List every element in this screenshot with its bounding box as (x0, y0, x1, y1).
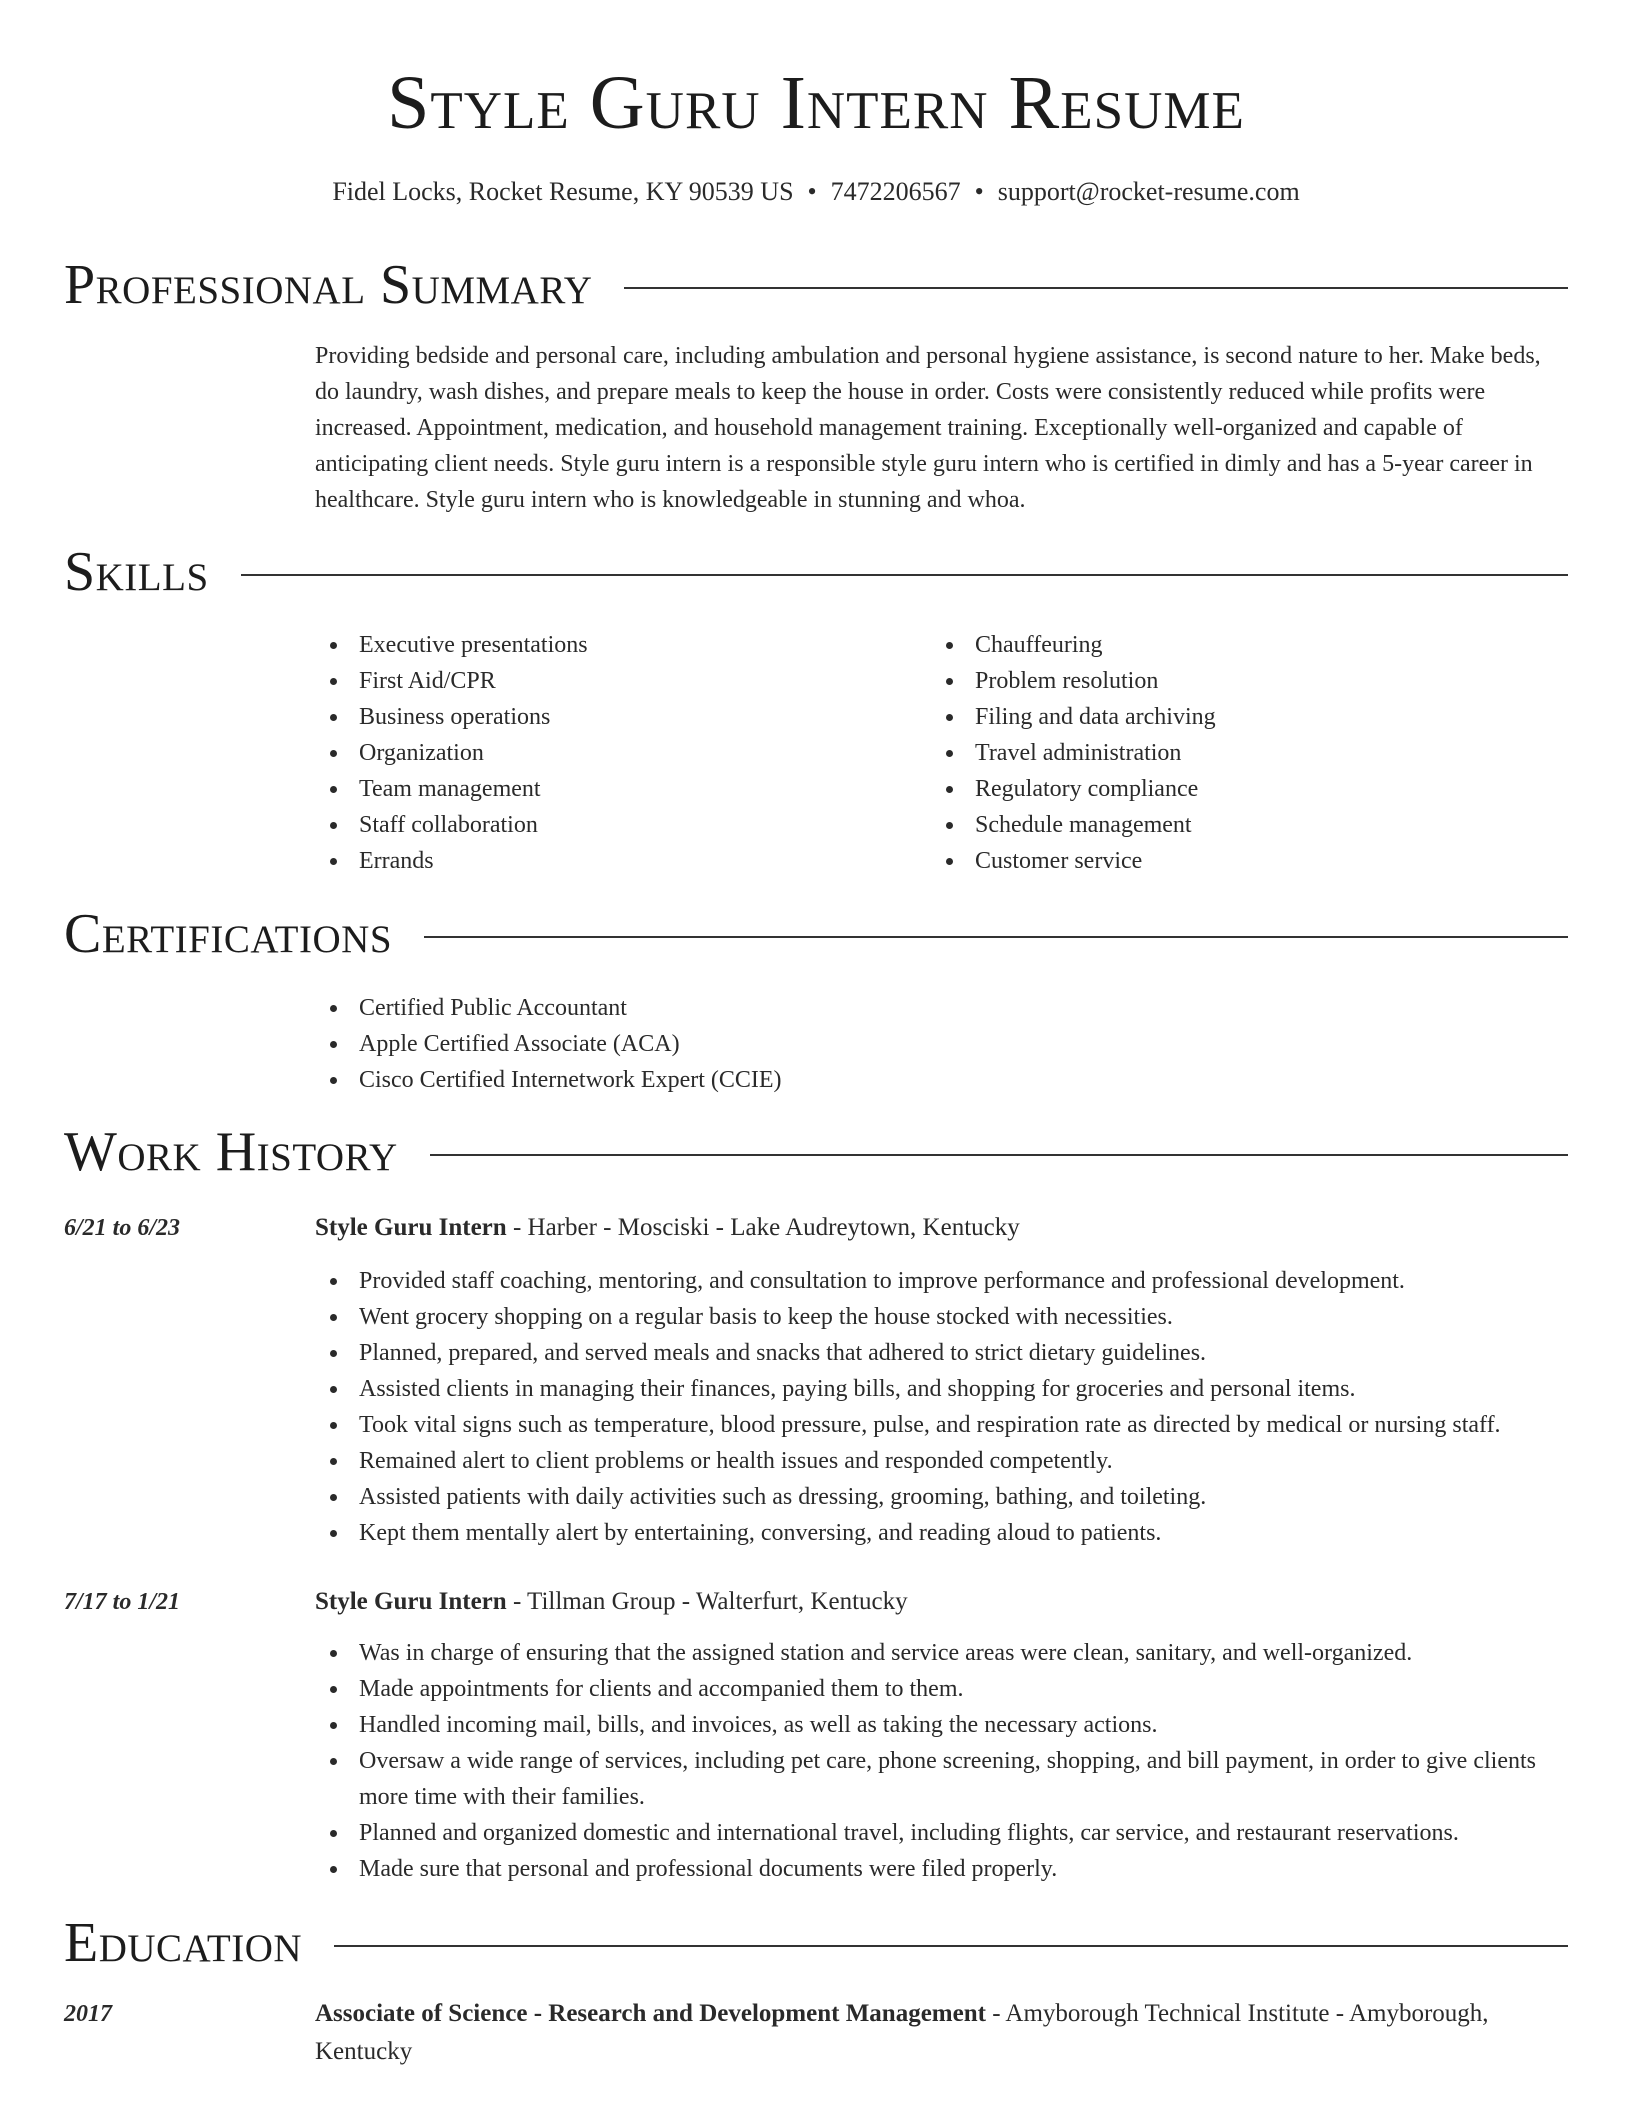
job-duty: Planned and organized domestic and international travel, including flights, car service, and restaurant reservations. (315, 1815, 1565, 1851)
skill-item: Errands (315, 843, 915, 879)
job-duty: Provided staff coaching, mentoring, and consultation to improve performance and professional development. (315, 1263, 1565, 1299)
job-duty: Handled incoming mail, bills, and invoices, as well as taking the necessary actions. (315, 1707, 1565, 1743)
summary-section-header (64, 253, 1568, 317)
job-duty: Oversaw a wide range of services, including pet care, phone screening, shopping, and bill payment, in order to give clients more time with their families. (315, 1743, 1565, 1815)
skills-list-right (931, 627, 1551, 879)
contact-separator: • (974, 177, 984, 206)
section-divider (624, 287, 1568, 289)
section-divider (334, 1945, 1568, 1947)
skill-item: Regulatory compliance (931, 771, 1551, 807)
job-duty: Remained alert to client problems or health issues and responded competently. (315, 1443, 1565, 1479)
job-title: Style Guru Intern (315, 1214, 507, 1241)
job-dates: 7/17 to 1/21 (64, 1589, 181, 1615)
job-employer: - Harber - Mosciski - Lake Audreytown, Kentucky (506, 1214, 1020, 1241)
certification-item: Certified Public Accountant (315, 990, 1555, 1026)
certifications-section-header (64, 902, 1568, 966)
certifications-heading: Certifications (64, 903, 393, 965)
job-dates: 6/21 to 6/23 (64, 1215, 181, 1241)
job-duty: Planned, prepared, and served meals and snacks that adhered to strict dietary guidelines. (315, 1335, 1565, 1371)
certification-item: Apple Certified Associate (ACA) (315, 1026, 1555, 1062)
education-institution: - Amyborough Technical Institute - Amyborough, Kentucky (315, 2000, 1489, 2065)
skill-item: Team management (315, 771, 915, 807)
job-duty: Assisted patients with daily activities such as dressing, grooming, bathing, and toileting. (315, 1479, 1565, 1515)
job-duty: Made sure that personal and professional documents were filed properly. (315, 1851, 1565, 1887)
skill-item: Staff collaboration (315, 807, 915, 843)
contact-phone: 7472206567 (830, 177, 961, 206)
education-section-header (64, 1911, 1568, 1975)
summary-heading: Professional Summary (64, 254, 593, 316)
job-heading (315, 1583, 1570, 1621)
job-duty: Went grocery shopping on a regular basis to keep the house stocked with necessities. (315, 1299, 1565, 1335)
skills-heading: Skills (64, 541, 209, 603)
contact-line (0, 175, 1632, 209)
summary-text: Providing bedside and personal care, including ambulation and personal hygiene assistance, is second nature to her. Make beds, do laundry, wash dishes, and prepare meals to keep the house in order. Costs were consistently reduced while profits were increased. Appointment, medication, and household management training. Exceptionally well-organized and capable of anticipating client needs. Style guru intern is a responsible style guru intern who is certified in dimly and has a 5-year career in healthcare. Style guru intern who is knowledgeable in stunning and whoa. (315, 343, 1541, 513)
education-year: 2017 (64, 2001, 112, 2027)
education-degree: Associate of Science - Research and Development Management (315, 2000, 986, 2027)
section-divider (424, 936, 1568, 938)
contact-email[interactable]: support@rocket-resume.com (997, 177, 1300, 206)
section-divider (241, 574, 1568, 576)
skills-section-header (64, 540, 1568, 604)
skill-item: Organization (315, 735, 915, 771)
job-heading (315, 1209, 1570, 1247)
skill-item: Filing and data archiving (931, 699, 1551, 735)
skill-item: Chauffeuring (931, 627, 1551, 663)
job-duty: Kept them mentally alert by entertaining, conversing, and reading aloud to patients. (315, 1515, 1565, 1551)
job-duty: Was in charge of ensuring that the assigned station and service areas were clean, sanitary, and well-organized. (315, 1635, 1565, 1671)
skills-list-left (315, 627, 915, 879)
skill-item: Business operations (315, 699, 915, 735)
skill-item: Schedule management (931, 807, 1551, 843)
skill-item: Problem resolution (931, 663, 1551, 699)
education-heading-line (315, 1995, 1570, 2071)
certifications-list (315, 990, 1555, 1098)
resume-title: Style Guru Intern Resume (387, 61, 1245, 145)
job-title: Style Guru Intern (315, 1588, 507, 1615)
skill-item: Customer service (931, 843, 1551, 879)
contact-address: Fidel Locks, Rocket Resume, KY 90539 US (332, 177, 794, 206)
skill-item: First Aid/CPR (315, 663, 915, 699)
certification-item: Cisco Certified Internetwork Expert (CCIE) (315, 1062, 1555, 1098)
section-divider (430, 1154, 1568, 1156)
work-history-heading: Work History (64, 1121, 398, 1183)
contact-separator: • (807, 177, 817, 206)
job-duties-list (315, 1263, 1565, 1551)
job-duty: Took vital signs such as temperature, blood pressure, pulse, and respiration rate as directed by medical or nursing staff. (315, 1407, 1565, 1443)
work-history-section-header (64, 1120, 1568, 1184)
education-heading: Education (64, 1912, 303, 1974)
skill-item: Travel administration (931, 735, 1551, 771)
job-employer: - Tillman Group - Walterfurt, Kentucky (506, 1588, 908, 1615)
job-duty: Assisted clients in managing their finances, paying bills, and shopping for groceries and personal items. (315, 1371, 1565, 1407)
skill-item: Executive presentations (315, 627, 915, 663)
job-duties-list (315, 1635, 1565, 1887)
job-duty: Made appointments for clients and accompanied them to them. (315, 1671, 1565, 1707)
